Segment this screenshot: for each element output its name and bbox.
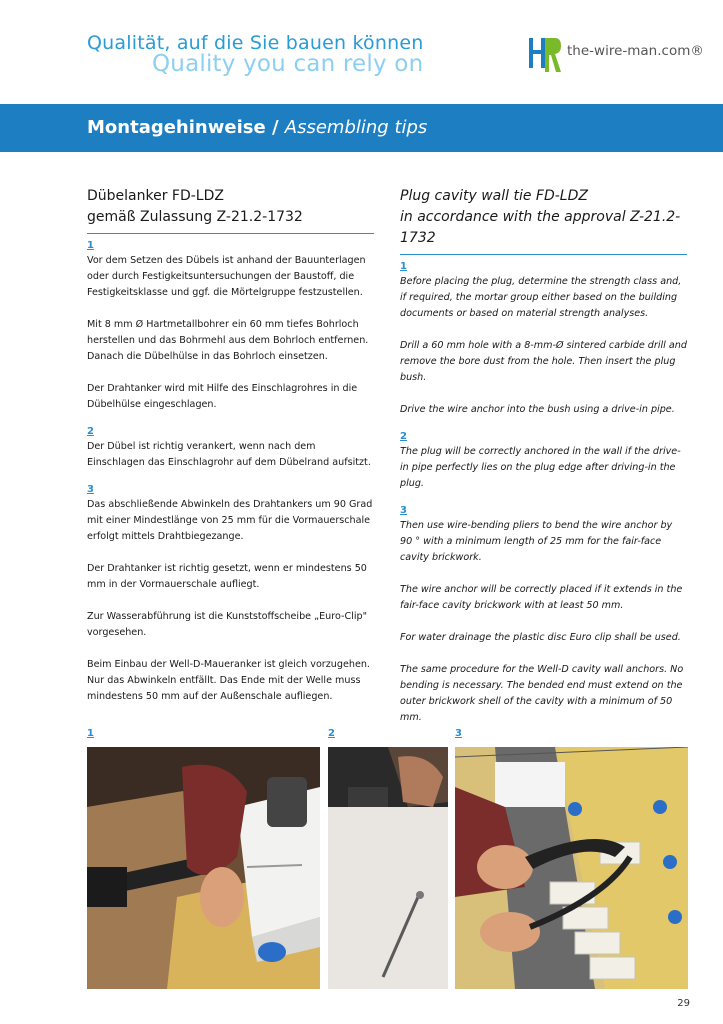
english-heading-line2: in accordance with the approval Z-21.2-1732 <box>400 209 681 246</box>
photo-label-2: 2 <box>328 728 335 739</box>
logo-text: the-wire-man.com® <box>567 43 704 59</box>
english-step-3: 3 <box>400 505 407 516</box>
company-logo <box>527 34 707 76</box>
english-column <box>400 186 687 726</box>
german-heading <box>87 186 374 234</box>
english-step-2: 2 <box>400 431 407 442</box>
english-step-1: 1 <box>400 261 407 272</box>
page-number: 29 <box>677 998 690 1009</box>
logo-mark-icon <box>527 34 563 76</box>
german-paragraph-8: Beim Einbau der Well-D-Maueranker ist gleich vorzugehen. Nur das Abwinkeln entfällt. Das Ende mit der Welle muss mindestens 50 mm auf der Außenschale aufliegen. <box>87 659 370 702</box>
english-paragraph-5: Then use wire-bending pliers to bend the wire anchor by 90 ° with a minimum length of 25 mm for the fair-face cavity brickwork. <box>400 520 673 563</box>
english-paragraph-2: Drill a 60 mm hole with a 8-mm-Ø sintered carbide drill and remove the bore dust from the hole. Then insert the plug bush. <box>400 340 687 383</box>
page-title <box>87 117 427 138</box>
german-paragraph-4: Der Dübel ist richtig verankert, wenn nach dem Einschlagen das Einschlagrohr auf dem Dübelrand aufsitzt. <box>87 441 371 468</box>
german-step-2: 2 <box>87 426 94 437</box>
photo-drive-in <box>328 747 448 989</box>
photo-drilling-image <box>87 747 320 989</box>
english-paragraph-6: The wire anchor will be correctly placed if it extends in the fair-face cavity brickwork with at least 50 mm. <box>400 584 683 611</box>
german-heading-line1: Dübelanker FD-LDZ <box>87 188 224 204</box>
english-paragraph-4: The plug will be correctly anchored in the wall if the drive-in pipe perfectly lies on the plug edge after driving-in the plug. <box>400 446 681 489</box>
english-paragraph-1: Before placing the plug, determine the strength class and, if required, the mortar group either based on the building documents or based on material strength analyses. <box>400 276 682 319</box>
page-title-separator: / <box>265 117 285 138</box>
german-paragraph-5: Das abschließende Abwinkeln des Drahtankers um 90 Grad mit einer Mindestlänge von 25 mm für die Vormauerschale erfolgt mittels Drahtbiegezange. <box>87 499 373 542</box>
photo-label-1: 1 <box>87 728 94 739</box>
german-paragraph-1: Vor dem Setzen des Dübels ist anhand der Bauunterlagen oder durch Festigkeitsuntersuchungen der Baustoff, die Festigkeitsklasse und ggf. die Mörtelgruppe festzustellen. <box>87 255 366 298</box>
photo-label-3: 3 <box>455 728 462 739</box>
page-title-german: Montagehinweise <box>87 117 266 138</box>
german-step-1: 1 <box>87 240 94 251</box>
photo-bending-image <box>455 747 688 989</box>
german-paragraph-6: Der Drahtanker ist richtig gesetzt, wenn er mindestens 50 mm in der Vormauerschale aufliegt. <box>87 563 367 590</box>
photo-drive-in-image <box>328 747 448 989</box>
german-paragraph-7: Zur Wasserabführung ist die Kunststoffscheibe „Euro-Clip" vorgesehen. <box>87 611 367 638</box>
tagline-english: Quality you can rely on <box>152 51 424 77</box>
english-paragraph-8: The same procedure for the Well-D cavity wall anchors. No bending is necessary. The bended end must extend on the outer brickwork shell of the cavity with a minimum of 50 mm. <box>400 664 684 723</box>
german-paragraph-2: Mit 8 mm Ø Hartmetallbohrer ein 60 mm tiefes Bohrloch herstellen und das Bohrmehl aus dem Bohrloch entfernen. Danach die Dübelhülse in das Bohrloch einsetzen. <box>87 319 369 362</box>
english-heading-line1: Plug cavity wall tie FD-LDZ <box>400 188 588 204</box>
english-heading <box>400 186 687 255</box>
photo-drilling <box>87 747 320 989</box>
german-paragraph-3: Der Drahtanker wird mit Hilfe des Einschlagrohres in die Dübelhülse eingeschlagen. <box>87 383 358 410</box>
english-paragraph-7: For water drainage the plastic disc Euro clip shall be used. <box>400 632 681 643</box>
english-paragraph-3: Drive the wire anchor into the bush using a drive-in pipe. <box>400 404 675 415</box>
tagline-german: Qualität, auf die Sie bauen können <box>87 32 424 54</box>
german-column <box>87 186 374 705</box>
german-step-3: 3 <box>87 484 94 495</box>
photo-bending <box>455 747 688 989</box>
page-title-english: Assembling tips <box>284 117 428 138</box>
german-heading-line2: gemäß Zulassung Z-21.2-1732 <box>87 209 303 225</box>
